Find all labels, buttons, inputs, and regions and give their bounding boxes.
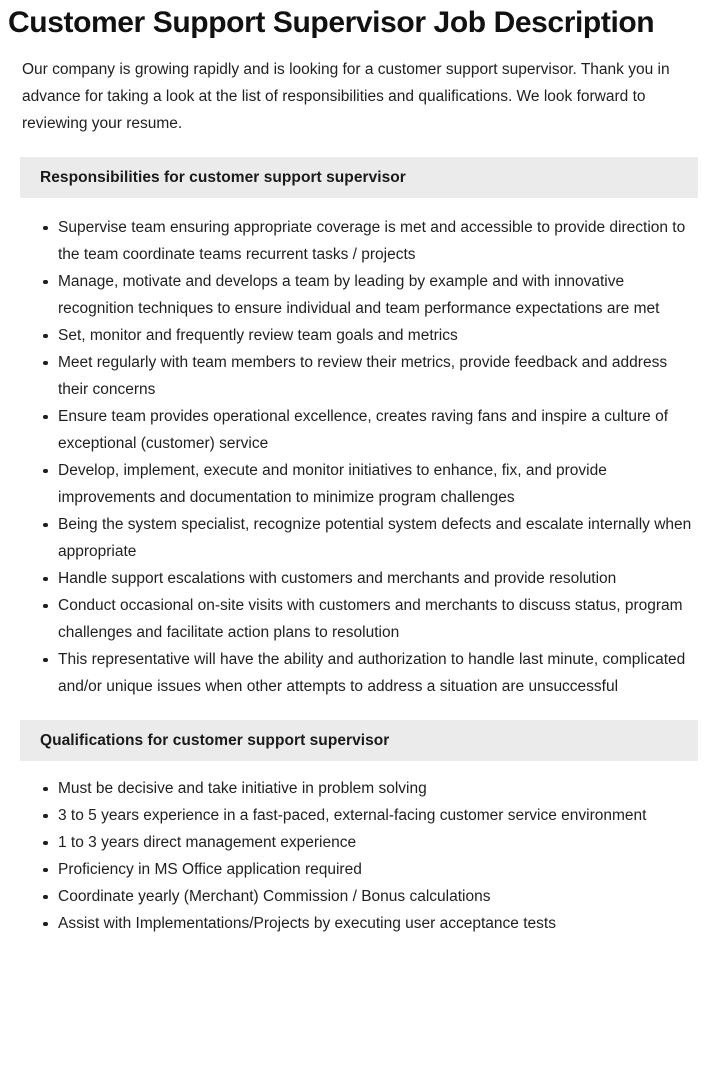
list-item: This representative will have the ability and authorization to handle last minute, complicated and/or unique issues when other attempts to address a situation are unsuccessful <box>0 646 692 700</box>
list-item: Conduct occasional on-site visits with customers and merchants to discuss status, program challenges and facilitate action plans to resolution <box>0 592 692 646</box>
list-item: 1 to 3 years direct management experience <box>0 829 692 856</box>
list-item: Assist with Implementations/Projects by executing user acceptance tests <box>0 910 692 937</box>
responsibilities-heading-band <box>20 157 698 198</box>
page-title: Customer Support Supervisor Job Description <box>8 6 655 39</box>
qualifications-list <box>0 775 720 937</box>
responsibilities-list <box>0 214 720 700</box>
list-item: Proficiency in MS Office application required <box>0 856 692 883</box>
list-item: Supervise team ensuring appropriate coverage is met and accessible to provide direction to the team coordinate teams recurrent tasks / projects <box>0 214 692 268</box>
list-item: 3 to 5 years experience in a fast-paced, external-facing customer service environment <box>0 802 692 829</box>
list-item: Must be decisive and take initiative in problem solving <box>0 775 692 802</box>
responsibilities-heading-text: Responsibilities for customer support supervisor <box>40 168 406 186</box>
qualifications-heading-band <box>20 720 698 761</box>
list-item: Meet regularly with team members to review their metrics, provide feedback and address their concerns <box>0 349 692 403</box>
section-qualifications <box>0 720 720 937</box>
qualifications-heading-text: Qualifications for customer support supervisor <box>40 731 390 749</box>
list-item: Coordinate yearly (Merchant) Commission / Bonus calculations <box>0 883 692 910</box>
section-responsibilities <box>0 157 720 700</box>
list-item: Set, monitor and frequently review team goals and metrics <box>0 322 692 349</box>
list-item: Handle support escalations with customers and merchants and provide resolution <box>0 565 692 592</box>
list-item: Manage, motivate and develops a team by leading by example and with innovative recognition techniques to ensure individual and team performance expectations are met <box>0 268 692 322</box>
intro-paragraph: Our company is growing rapidly and is looking for a customer support supervisor. Thank you in advance for taking a look at the list of responsibilities and qualifications. We look forward to reviewing your resume. <box>22 61 670 132</box>
list-item: Develop, implement, execute and monitor initiatives to enhance, fix, and provide improvements and documentation to minimize program challenges <box>0 457 692 511</box>
list-item: Being the system specialist, recognize potential system defects and escalate internally when appropriate <box>0 511 692 565</box>
list-item: Ensure team provides operational excellence, creates raving fans and inspire a culture of exceptional (customer) service <box>0 403 692 457</box>
